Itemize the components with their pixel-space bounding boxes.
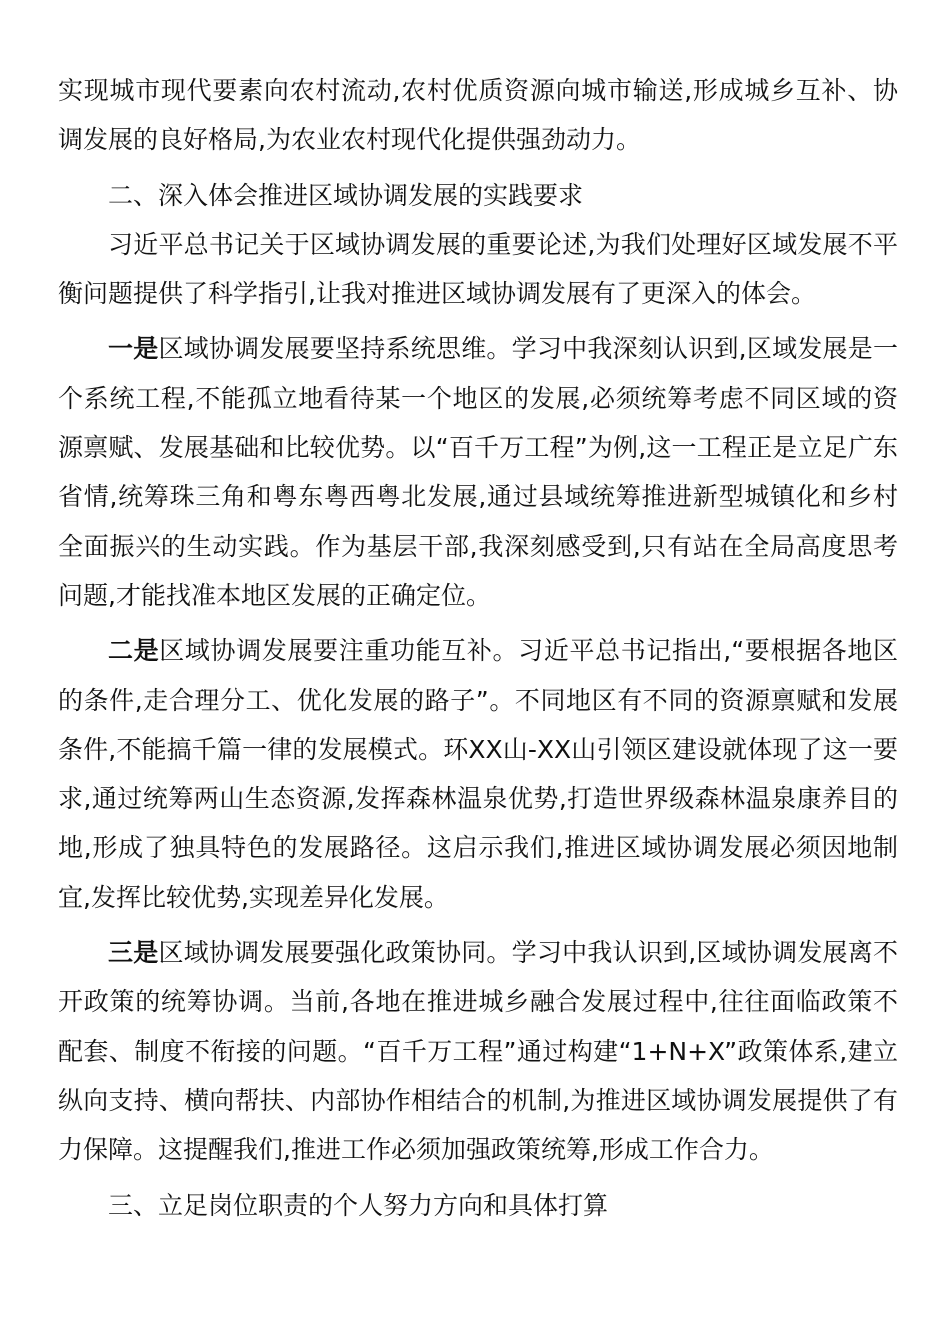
heading-text: 三、立足岗位职责的个人努力方向和具体打算 bbox=[108, 1190, 609, 1220]
heading-text: 二、深入体会推进区域协调发展的实践要求 bbox=[108, 180, 584, 210]
point-lead: 一是 bbox=[108, 334, 159, 364]
document-page bbox=[58, 66, 898, 1230]
paragraph-continuation bbox=[58, 66, 898, 165]
paragraph-point-1 bbox=[58, 324, 898, 620]
point-lead: 二是 bbox=[108, 636, 160, 666]
paragraph-point-2 bbox=[58, 626, 898, 922]
paragraph-text: 实现城市现代要素向农村流动,农村优质资源向城市输送,形成城乡互补、协调发展的良好格局,为农业农村现代化提供强劲动力。 bbox=[58, 76, 898, 155]
paragraph-text: 区域协调发展要坚持系统思维。学习中我深刻认识到,区域发展是一个系统工程,不能孤立地看待某一个地区的发展,必须统筹考虑不同区域的资源禀赋、发展基础和比较优势。以“百千万工程”为例,这一工程正是立足广东省情,统筹珠三角和粤东粤西粤北发展,通过县域统筹推进新型城镇化和乡村全面振兴的生动实践。作为基层干部,我深刻感受到,只有站在全局高度思考问题,才能找准本地区发展的正确定位。 bbox=[58, 334, 898, 610]
paragraph-intro bbox=[58, 220, 898, 319]
point-lead: 三是 bbox=[108, 938, 159, 968]
paragraph-text: 区域协调发展要强化政策协同。学习中我认识到,区域协调发展离不开政策的统筹协调。当前,各地在推进城乡融合发展过程中,往往面临政策不配套、制度不衔接的问题。“百千万工程”通过构建“1+N+X”政策体系,建立纵向支持、横向帮扶、内部协作相结合的机制,为推进区域协调发展提供了有力保障。这提醒我们,推进工作必须加强政策统筹,形成工作合力。 bbox=[58, 938, 898, 1165]
paragraph-point-3 bbox=[58, 928, 898, 1174]
paragraph-text: 习近平总书记关于区域协调发展的重要论述,为我们处理好区域发展不平衡问题提供了科学指引,让我对推进区域协调发展有了更深入的体会。 bbox=[58, 229, 898, 309]
section-heading-2 bbox=[58, 171, 898, 220]
section-heading-3 bbox=[58, 1181, 898, 1230]
paragraph-text: 区域协调发展要注重功能互补。习近平总书记指出,“要根据各地区的条件,走合理分工、优化发展的路子”。不同地区有不同的资源禀赋和发展条件,不能搞千篇一律的发展模式。环XX山-XX山引领区建设就体现了这一要求,通过统筹两山生态资源,发挥森林温泉优势,打造世界级森林温泉康养目的地,形成了独具特色的发展路径。这启示我们,推进区域协调发展必须因地制宜,发挥比较优势,实现差异化发展。 bbox=[58, 636, 898, 912]
